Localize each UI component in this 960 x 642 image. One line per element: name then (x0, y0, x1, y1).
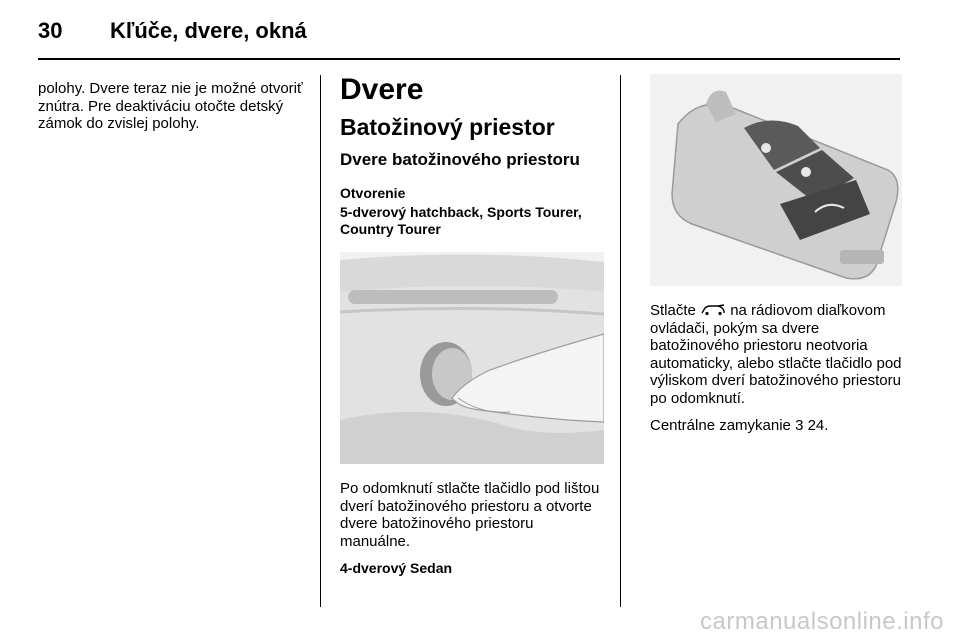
column-3 (650, 74, 902, 435)
car-trunk-icon (700, 304, 726, 316)
column-2 (340, 74, 605, 577)
tailgate-handle-illustration (340, 252, 604, 464)
press-word: Stlačte (650, 302, 696, 319)
reference-page-number: 24. (807, 417, 829, 434)
central-locking-reference (650, 417, 902, 435)
subsubsection-heading: Dvere batožinového priestoru (340, 150, 580, 169)
column-1 (38, 80, 303, 133)
column-divider-1 (320, 75, 321, 607)
child-lock-paragraph: polohy. Dvere teraz nie je možné otvoriť znútra. Pre deaktiváciu otočte detský zámok do zvislej polohy. (38, 80, 303, 132)
chapter-title: Kľúče, dvere, okná (110, 18, 307, 43)
column-divider-2 (620, 75, 621, 607)
section-heading: Dvere (340, 73, 424, 106)
remote-trunk-paragraph (650, 302, 902, 407)
subsection-heading: Batožinový priestor (340, 114, 555, 140)
page-number: 30 (38, 18, 63, 43)
page-reference-triangle-icon: 3 (795, 417, 804, 434)
sedan-variant-label: 4-dverový Sedan (340, 560, 453, 576)
hatchback-opening-paragraph: Po odomknutí stlačte tlačidlo pod lištou dverí batožinového priestoru a otvorte dvere batožinového priestoru manuálne. (340, 480, 600, 550)
remote-trunk-text: na rádiovom diaľkovom ovládači, pokým sa dvere batožinového priestoru neotvoria automaticky, alebo stlačte tlačidlo pod výliskom dverí batožinového priestoru po odomknutí. (650, 302, 902, 407)
remote-key-illustration (650, 74, 902, 286)
header-rule (38, 58, 900, 60)
watermark: carmanualsonline.info (700, 608, 944, 635)
hatchback-variant-label: 5-dverový hatchback, Sports Tourer, Country Tourer (340, 204, 582, 237)
central-locking-text: Centrálne zamykanie (650, 417, 791, 434)
opening-label: Otvorenie (340, 185, 406, 201)
